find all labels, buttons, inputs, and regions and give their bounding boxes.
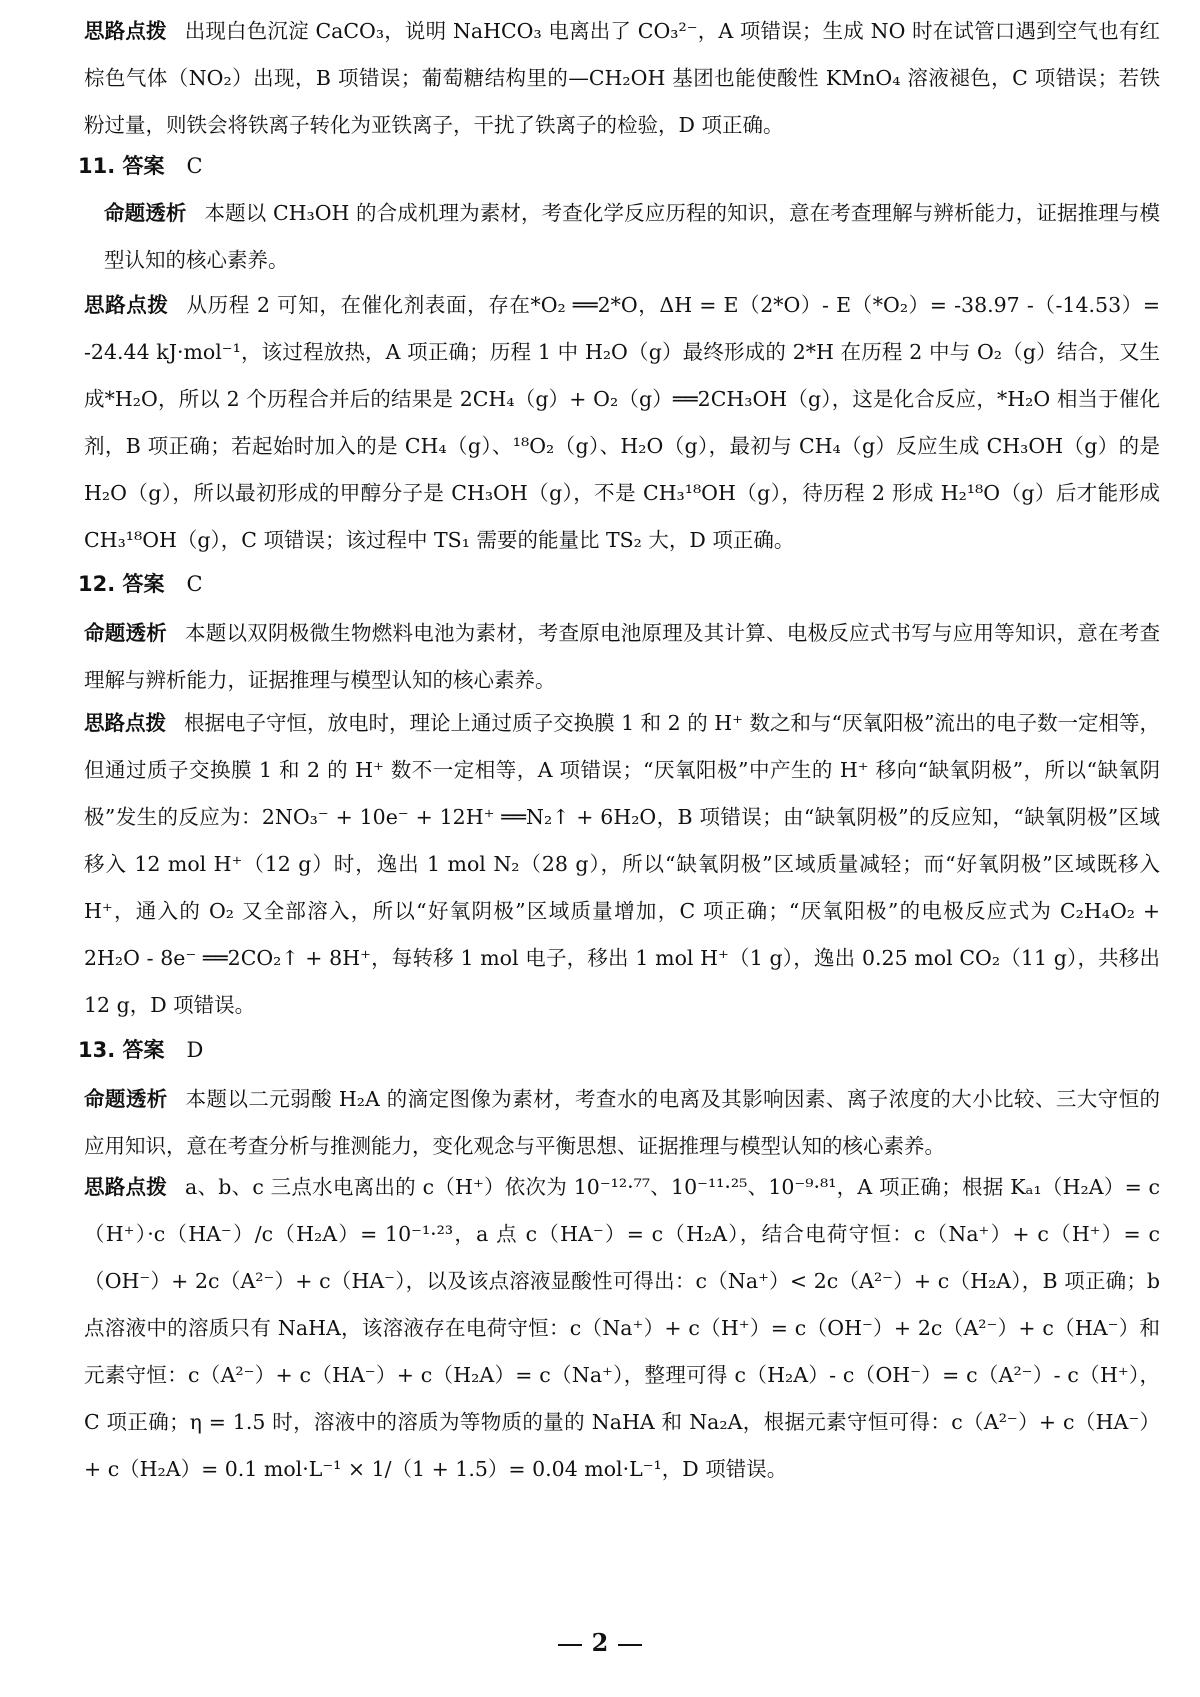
ideas-text: 根据电子守恒，放电时，理论上通过质子交换膜 1 和 2 的 H⁺ 数之和与“厌氧阳极”流出的电子数一定相等，但通过质子交换膜 1 和 2 的 H⁺ 数不一定相等，A 项错误；“厌氧阳极”中产生的 H⁺ 移向“缺氧阴极”，所以“缺氧阴极”发生的反应为：2NO₃⁻ + 10e⁻ + 12H⁺ ══N₂↑ + 6H₂O，B 项错误；由“缺氧阴极”的反应知，“缺氧阴极”区域移入 12 mol H⁺（12 g）时，逸出 1 mol N₂（28 g），所以“缺氧阴极”区域质量减轻；而“好氧阴极”区域既移入 H⁺，通入的 O₂ 又全部溶入，所以“好氧阴极”区域质量增加，C 项正确；“厌氧阳极”的电极反应式为 C₂H₄O₂ + 2H₂O - 8e⁻ ══2CO₂↑ + 8H⁺，每转移 1 mol 电子，移出 1 mol H⁺（1 g），逸出 0.25 mol CO₂（11 g），共移出12 g，D 项错误。 xyxy=(84,711,1160,1017)
ideas-label: 思路点拨 xyxy=(84,19,167,43)
q11-ideas-paragraph xyxy=(84,282,1160,564)
q13-analysis-paragraph xyxy=(84,1076,1160,1170)
q13-ideas-paragraph xyxy=(84,1164,1160,1493)
q11-analysis-paragraph xyxy=(104,190,1160,284)
question-number: 12. 答案 xyxy=(78,572,165,596)
ideas-text: a、b、c 三点水电离出的 c（H⁺）依次为 10⁻¹²·⁷⁷、10⁻¹¹·²⁵、10⁻⁹·⁸¹，A 项正确；根据 Kₐ₁（H₂A）= c（H⁺）·c（HA⁻）/c（H₂A）= 10⁻¹·²³，a 点 c（HA⁻）= c（H₂A），结合电荷守恒：c（Na⁺）+ c（H⁺）= c（OH⁻）+ 2c（A²⁻）+ c（HA⁻），以及该点溶液显酸性可得出：c（Na⁺）< 2c（A²⁻）+ c（H₂A），B 项正确；b 点溶液中的溶质只有 NaHA，该溶液存在电荷守恒：c（Na⁺）+ c（H⁺）= c（OH⁻）+ 2c（A²⁻）+ c（HA⁻）和元素守恒：c（A²⁻）+ c（HA⁻）+ c（H₂A）= c（Na⁺），整理可得 c（H₂A）- c（OH⁻）= c（A²⁻）- c（H⁺），C 项正确；η = 1.5 时，溶液中的溶质为等物质的量的 NaHA 和 Na₂A，根据元素守恒可得：c（A²⁻）+ c（HA⁻）+ c（H₂A）= 0.1 mol·L⁻¹ × 1/（1 + 1.5）= 0.04 mol·L⁻¹，D 项错误。 xyxy=(84,1175,1160,1481)
analysis-text: 本题以二元弱酸 H₂A 的滴定图像为素材，考查水的电离及其影响因素、离子浓度的大小比较、三大守恒的应用知识，意在考查分析与推测能力，变化观念与平衡思想、证据推理与模型认知的核心素养。 xyxy=(84,1087,1160,1158)
footer-dash-right xyxy=(618,1644,642,1646)
page-footer xyxy=(0,1628,1200,1657)
q12-answer-line xyxy=(78,560,203,608)
analysis-label: 命题透析 xyxy=(104,201,187,225)
ideas-text: 出现白色沉淀 CaCO₃，说明 NaHCO₃ 电离出了 CO₃²⁻，A 项错误；生成 NO 时在试管口遇到空气也有红棕色气体（NO₂）出现，B 项错误；葡萄糖结构里的—CH₂OH 基团也能使酸性 KMnO₄ 溶液褪色，C 项错误；若铁粉过量，则铁会将铁离子转化为亚铁离子，干扰了铁离子的检验，D 项正确。 xyxy=(84,19,1160,137)
answer-value: C xyxy=(186,572,203,596)
analysis-label: 命题透析 xyxy=(84,621,167,645)
analysis-text: 本题以 CH₃OH 的合成机理为素材，考查化学反应历程的知识，意在考查理解与辨析能力，证据推理与模型认知的核心素养。 xyxy=(104,201,1160,272)
question-number: 13. 答案 xyxy=(78,1038,165,1062)
q11-answer-line xyxy=(78,142,203,190)
answer-value: D xyxy=(186,1038,204,1062)
footer-dash-left xyxy=(558,1644,582,1646)
ideas-label: 思路点拨 xyxy=(84,293,169,317)
q12-ideas-paragraph xyxy=(84,700,1160,1029)
analysis-label: 命题透析 xyxy=(84,1087,168,1111)
q12-analysis-paragraph xyxy=(84,610,1160,704)
question-number: 11. 答案 xyxy=(78,154,165,178)
ideas-label: 思路点拨 xyxy=(84,1175,167,1199)
page-number: 2 xyxy=(591,1628,609,1657)
ideas-label: 思路点拨 xyxy=(84,711,167,735)
analysis-text: 本题以双阴极微生物燃料电池为素材，考查原电池原理及其计算、电极反应式书写与应用等知识，意在考查理解与辨析能力，证据推理与模型认知的核心素养。 xyxy=(84,621,1160,692)
q10-ideas-paragraph xyxy=(84,8,1160,149)
ideas-text: 从历程 2 可知，在催化剂表面，存在*O₂ ══2*O，ΔH = E（2*O）- E（*O₂）= -38.97 -（-14.53）= -24.44 kJ·mol⁻¹，该过程放热，A 项正确；历程 1 中 H₂O（g）最终形成的 2*H 在历程 2 中与 O₂（g）结合，又生成*H₂O，所以 2 个历程合并后的结果是 2CH₄（g）+ O₂（g）══2CH₃OH（g），这是化合反应，*H₂O 相当于催化剂，B 项正确；若起始时加入的是 CH₄（g）、¹⁸O₂（g）、H₂O（g），最初与 CH₄（g）反应生成 CH₃OH（g）的是 H₂O（g），所以最初形成的甲醇分子是 CH₃OH（g），不是 CH₃¹⁸OH（g），待历程 2 形成 H₂¹⁸O（g）后才能形成 CH₃¹⁸OH（g），C 项错误；该过程中 TS₁ 需要的能量比 TS₂ 大，D 项正确。 xyxy=(84,293,1161,552)
answer-value: C xyxy=(186,154,203,178)
q13-answer-line xyxy=(78,1026,203,1074)
